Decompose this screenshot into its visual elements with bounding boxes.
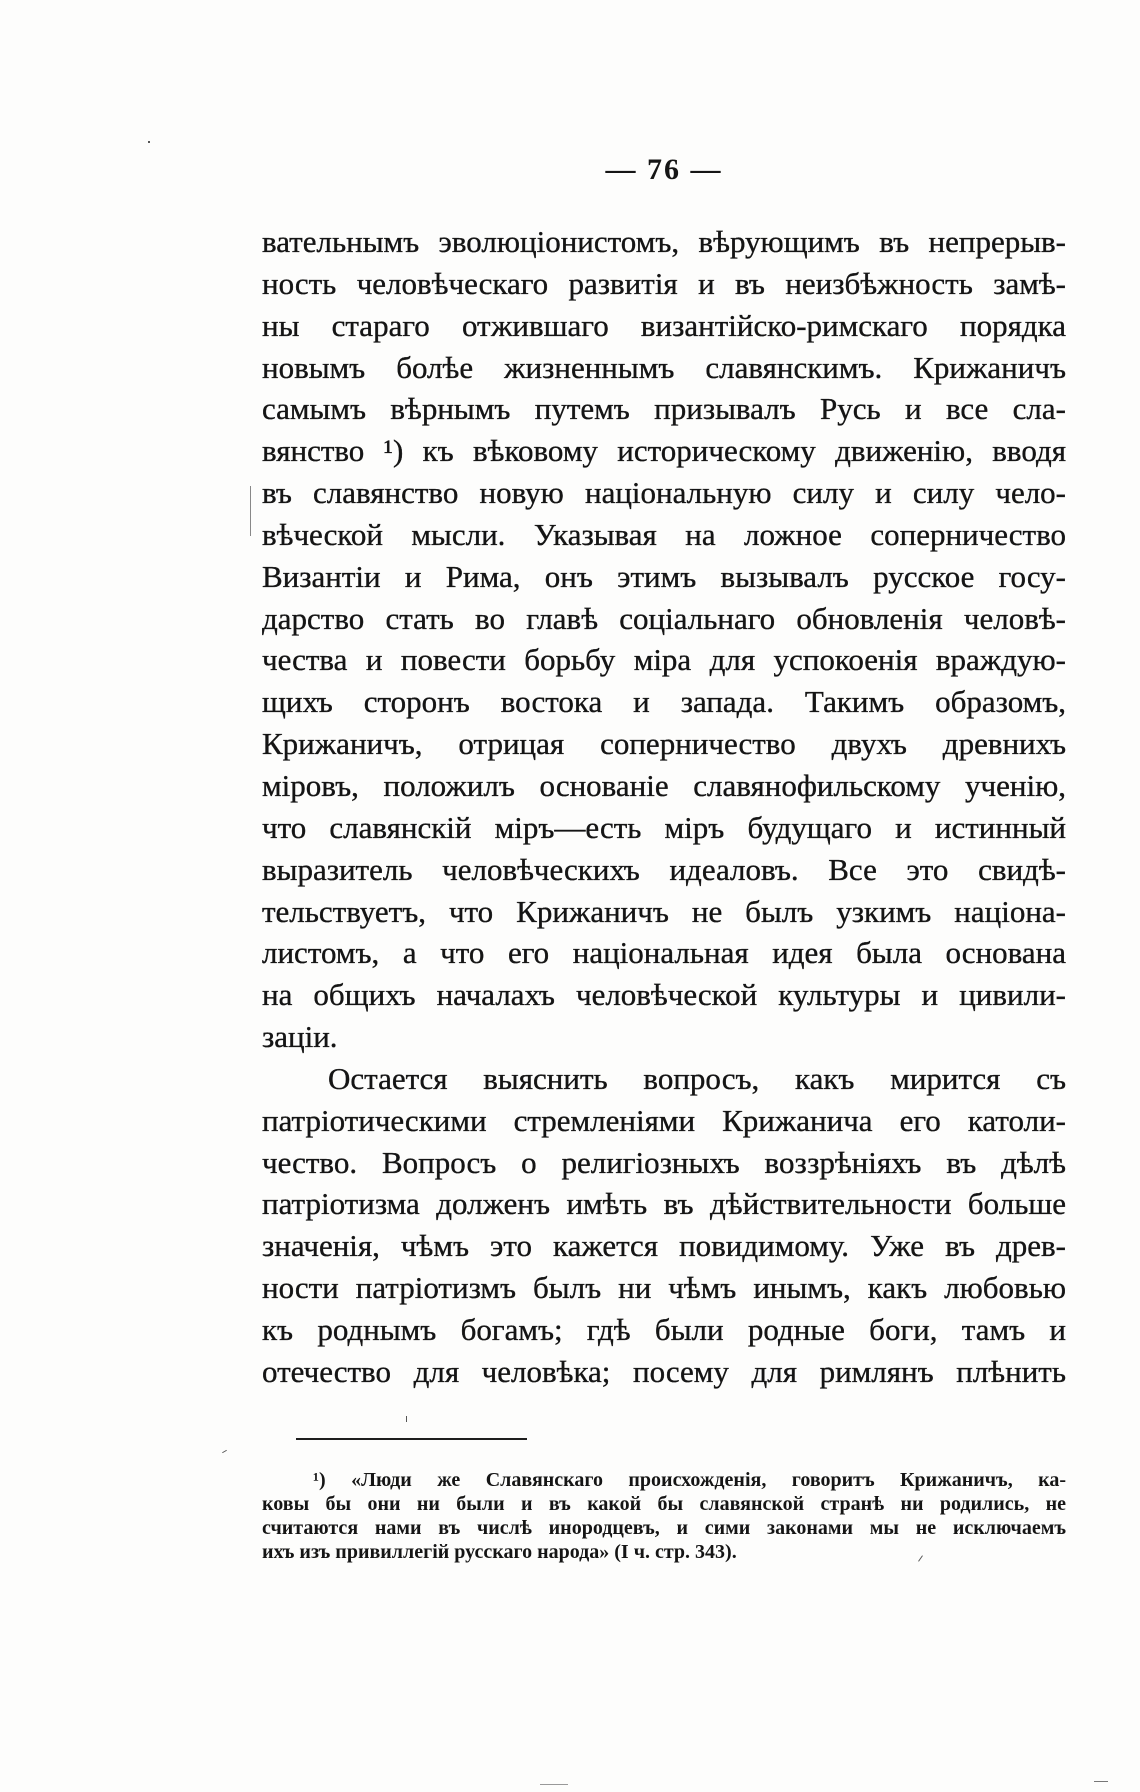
text-line: міровъ, положилъ основаніе славянофильскому ученію, [262,767,1066,803]
text-line: въ славянство новую національную силу и силу чело- [262,475,1066,511]
text-line: чество. Вопросъ о религіозныхъ воззрѣніяхъ въ дѣлѣ [262,1144,1066,1180]
scan-speck [540,1784,568,1785]
page-number: — 76 — [605,153,723,186]
text-line: заціи. [262,1019,338,1055]
margin-mark [250,486,251,536]
text-line: значенія, чѣмъ это кажется повидимому. Уже въ древ- [262,1228,1066,1264]
text-line: выразитель человѣческихъ идеаловъ. Все это свидѣ- [262,851,1066,887]
footnote-line: ковы бы они ни были и въ какой бы славянской странѣ ни родились, не [262,1493,1066,1515]
text-line: вательнымъ эволюціонистомъ, вѣрующимъ въ непрерыв- [262,224,1066,259]
footnote [262,1468,1066,1564]
text-line: чества и повести борьбу міра для успокоенія враждую- [262,642,1066,678]
text-line: вѣческой мысли. Указывая на ложное соперничество [262,516,1066,552]
scan-speck [148,141,150,143]
body-text [262,221,1066,1393]
paragraph [262,1058,1066,1393]
paragraph-continued [262,221,1066,1058]
text-line: патріотическими стремленіями Крижанича его католи- [262,1102,1066,1138]
text-line: что славянскій міръ—есть міръ будущаго и истинный [262,809,1066,845]
footnote-line: ¹) «Люди же Славянскаго происхожденія, говоритъ Крижаничъ, ка- [313,1469,1066,1491]
footnote-line: ихъ изъ привиллегій русскаго народа» (I ч. стр. 343). [262,1541,737,1563]
text-line: патріотизма долженъ имѣть въ дѣйствительности больше [262,1186,1066,1222]
text-line: вянство ¹) къ вѣковому историческому движенію, вводя [262,433,1066,469]
text-line: Крижаничъ, отрицая соперничество двухъ древнихъ [262,726,1066,762]
footnote-rule [296,1438,527,1440]
text-line: ность человѣческаго развитія и въ неизбѣжность замѣ- [262,265,1066,301]
scan-speck [406,1416,407,1422]
text-line: на общихъ началахъ человѣческой культуры и цивили- [262,977,1066,1013]
text-line: ны стараго отжившаго византійско-римскаго порядка [262,307,1066,343]
text-line: дарство стать во главѣ соціальнаго обновленія человѣ- [262,600,1066,636]
text-line: къ роднымъ богамъ; гдѣ были родные боги, тамъ и [262,1311,1066,1347]
text-line: новымъ болѣе жизненнымъ славянскимъ. Крижаничъ [262,349,1066,385]
scan-speck [222,1450,227,1453]
scan-speck [1094,1781,1108,1782]
text-line: Византіи и Рима, онъ этимъ вызывалъ русское госу- [262,558,1066,594]
text-line: самымъ вѣрнымъ путемъ призывалъ Русь и все сла- [262,391,1066,427]
text-line: щихъ сторонъ востока и запада. Такимъ образомъ, [262,684,1066,720]
text-line: ности патріотизмъ былъ ни чѣмъ инымъ, какъ любовью [262,1270,1066,1306]
footnote-line: считаются нами въ числѣ инородцевъ, и сими законами мы не исключаемъ [262,1517,1066,1539]
text-line: Остается выяснить вопросъ, какъ мирится съ [328,1060,1066,1096]
text-line: тельствуетъ, что Крижаничъ не былъ узкимъ націона- [262,893,1066,929]
text-line: листомъ, а что его національная идея была основана [262,935,1066,971]
text-line: отечество для человѣка; посему для римлянъ плѣнить [262,1353,1066,1389]
